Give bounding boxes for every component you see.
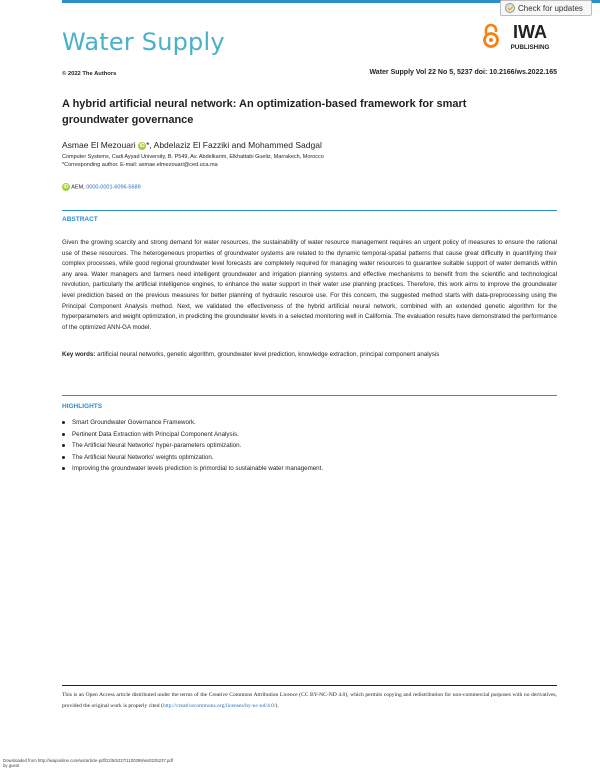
list-item: The Artificial Neural Networks' weights optimization. <box>62 452 323 464</box>
divider <box>62 210 557 211</box>
download-by: by guest <box>3 763 20 768</box>
keywords-line <box>62 351 557 358</box>
open-access-icon <box>481 23 501 49</box>
list-item: Pertinent Data Extraction with Principal Component Analysis. <box>62 429 323 441</box>
license-notice <box>62 690 557 712</box>
highlights-heading: HIGHLIGHTS <box>62 403 103 410</box>
iwa-publishing-logo <box>505 22 555 52</box>
affiliation: Computer Systems, Cadi Ayyad University, B. P549, Av. Abdelkarim, Elkhattabi Gueliz, Marrakech, Morocco <box>62 154 324 160</box>
orcid-icon[interactable]: iD <box>139 142 145 149</box>
affiliation-block <box>62 153 324 169</box>
crossmark-icon <box>505 3 515 13</box>
download-notice <box>3 758 173 768</box>
keywords-text: artificial neural networks, genetic algorithm, groundwater level prediction, knowledge extraction, principal component analysis <box>97 351 440 358</box>
author-line <box>62 140 322 150</box>
footer-divider <box>62 685 557 686</box>
orcid-icon: iD <box>63 184 69 190</box>
orcid-line <box>62 183 141 191</box>
license-link[interactable]: http://creativecommons.org/licenses/by-nc-nd/4.0/ <box>162 703 276 709</box>
orcid-label: AEM, <box>71 184 85 191</box>
author-first: Asmae El Mezouari <box>62 140 136 150</box>
journal-name: Water Supply <box>62 28 225 56</box>
divider <box>62 395 557 396</box>
article-title: A hybrid artificial neural network: An optimization-based framework for smart groundwater governance <box>62 98 467 126</box>
keywords-label: Key words: <box>62 351 96 358</box>
orcid-link[interactable]: 0000-0001-6096-5689 <box>86 184 141 191</box>
citation-line: Water Supply Vol 22 No 5, 5237 doi: 10.2166/ws.2022.165 <box>369 69 557 76</box>
abstract-text: Given the growing scarcity and strong demand for water resources, the sustainability of water resource management requires an urgent policy of measures to ensure the rational use of these resources. The heterogeneous properties of groundwater systems are related to the dynamic temporal-spatial patterns that cause great difficulty in quantifying their complex processes, while good regional groundwater level forecasts are completely required for managing water resources to guarantee suitable support of water demands within any area. Water managers and farmers need intelligent groundwater and irrigation planning systems and effective mechanisms to benefit from the scientific and technological revolution, particularly the artificial intelligence engines, to enhance the water support in their water use planning practices. Therefore, this work aims to improve the groundwater level prediction based on the previous measures for better planning of hydraulic resource use. For this concern, the suggested method starts with data-preprocessing using the Principal Component Analysis method. Next, we validated the effectiveness of the hybrid artificial neural network, combined with an extended genetic algorithm for the hyperparameters and weight optimization, in predicting the groundwater levels in a selected monitoring well in California. The evaluation results have demonstrated the performance of the optimized ANN-GA model. <box>62 239 557 331</box>
check-for-updates-button[interactable] <box>500 0 592 16</box>
list-item: The Artificial Neural Networks' hyper-parameters optimization. <box>62 440 323 452</box>
license-text: This is an Open Access article distributed under the terms of the Creative Commons Attribution Licence (CC BY-NC-ND 4.0), which permits copying and redistribution for non-commercial purposes with no derivatives, provided the original work is properly cited ( <box>62 692 557 709</box>
download-url: Downloaded from http://iwaponline.com/ws/article-pdf/22/5/5237/1100399/ws0225237.pdf <box>3 758 173 763</box>
list-item: Improving the groundwater levels prediction is primordial to sustainable water management. <box>62 463 323 475</box>
abstract-heading: ABSTRACT <box>62 216 98 223</box>
author-mark: * <box>146 140 150 150</box>
copyright-notice: © 2022 The Authors <box>62 71 117 77</box>
author-others: , Abdelaziz El Fazziki and Mohammed Sadgal <box>149 140 322 150</box>
list-item: Smart Groundwater Governance Framework. <box>62 417 323 429</box>
publisher-name: PUBLISHING <box>510 44 550 51</box>
corresponding-author: *Corresponding author. E-mail: asmae.elmezouari@ced.uca.ma <box>62 162 218 168</box>
check-for-updates-label: Check for updates <box>518 4 583 13</box>
publisher-mark: IWA <box>513 22 547 42</box>
highlights-list <box>62 417 323 475</box>
license-end: ). <box>275 703 279 709</box>
